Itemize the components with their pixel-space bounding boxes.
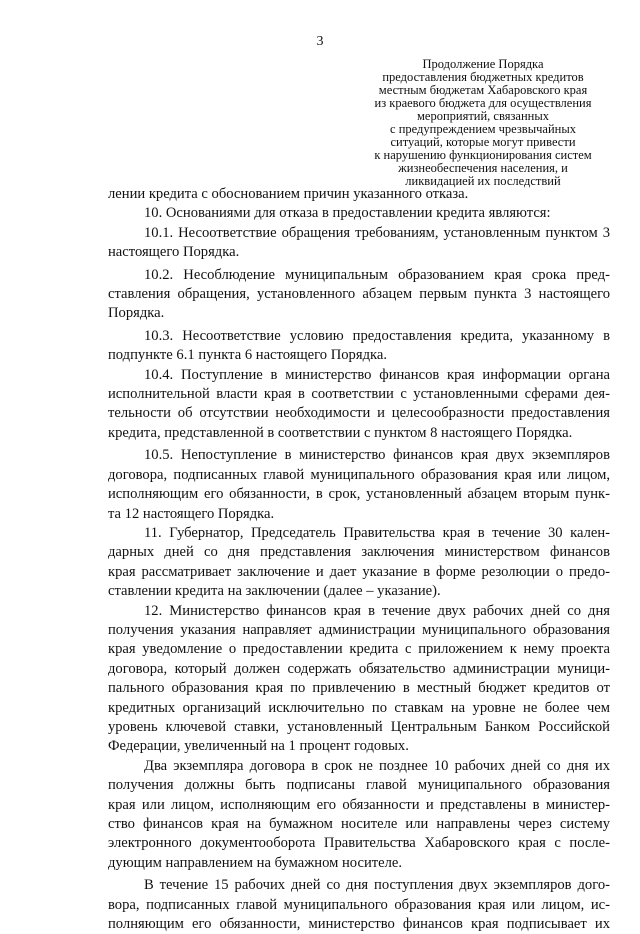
body-line: 10.5. Непоступление в министерство финансов края двух экземпляров bbox=[144, 447, 610, 464]
body-line: получения указания направляет администрации муниципального образования bbox=[108, 621, 610, 638]
body-line: дарных дней со дня представления заключения министерством финансов bbox=[108, 544, 610, 561]
body-line: ставлении кредита на заключении (далее – указание). bbox=[108, 583, 441, 600]
body-line: 10.4. Поступление в министерство финансов края информации органа bbox=[144, 366, 610, 383]
body-line: ство финансов края на бумажном носителе или направлены через систему bbox=[108, 816, 610, 832]
body-line: электронного документооборота Правительства Хабаровского края с после- bbox=[108, 835, 610, 852]
body-line: исполнительной власти края в соответствии с установленными сферами дея- bbox=[108, 386, 610, 403]
header-line: жизнеобеспечения населения, и bbox=[398, 161, 568, 175]
body-line: настоящего Порядка. bbox=[108, 244, 240, 261]
body-line: договора, который должен содержать обязательство администрации муници- bbox=[108, 660, 610, 677]
header-line: ликвидацией их последствий bbox=[405, 174, 561, 188]
body-line: исполняющим его обязанности, в срок, установленный абзацем вторым пунк- bbox=[108, 486, 610, 503]
header-line: предоставления бюджетных кредитов bbox=[382, 70, 584, 84]
body-line: дующим направлением на бумажном носителе. bbox=[108, 854, 403, 871]
body-line: Два экземпляра договора в срок не позднее 10 рабочих дней со дня их bbox=[144, 757, 610, 774]
header-line: Продолжение Порядка bbox=[422, 57, 544, 71]
body-line: полняющим его обязанности, министерство финансов края подписывает их bbox=[108, 916, 610, 933]
body-line: получения должны быть подписаны главой муниципального образования bbox=[108, 777, 610, 794]
body-line: Федерации, увеличенный на 1 процент годовых. bbox=[108, 738, 409, 755]
header-line: из краевого бюджета для осуществления bbox=[374, 96, 592, 110]
body-line: подпункте 6.1 пункта 6 настоящего Порядка. bbox=[108, 347, 387, 364]
body-line: лении кредита с обоснованием причин указанного отказа. bbox=[108, 186, 469, 202]
body-line: уровень ключевой ставки, установленный Центральным Банком Российской bbox=[108, 718, 610, 735]
body-line: 10.3. Несоответствие условию предоставления кредита, указанному в bbox=[144, 327, 610, 344]
body-line: кредитных организаций исключительно по ставкам на уровне не более чем bbox=[108, 699, 610, 716]
body-line: 10.1. Несоответствие обращения требованиям, установленным пунктом 3 bbox=[144, 224, 610, 241]
body-line: та 12 настоящего Порядка. bbox=[108, 505, 275, 522]
body-line: Порядка. bbox=[108, 305, 165, 322]
body-line: края рассматривает заключение и дает указание в форме резолюции о предо- bbox=[108, 563, 610, 580]
header-line: мероприятий, связанных bbox=[417, 109, 549, 123]
document-body bbox=[108, 185, 610, 934]
body-line: 10. Основаниями для отказа в предоставлении кредита являются: bbox=[144, 205, 551, 222]
header-line: с предупреждением чрезвычайных bbox=[390, 122, 576, 136]
header-line: местным бюджетам Хабаровского края bbox=[378, 83, 588, 97]
body-line: кредита, представленной в соответствии с пунктом 8 настоящего Порядка. bbox=[108, 424, 573, 441]
body-line: 12. Министерство финансов края в течение двух рабочих дней со дня bbox=[144, 602, 610, 619]
body-line: тельности об отсутствии необходимости и целесообразности предоставления bbox=[108, 405, 610, 422]
body-line: 11. Губернатор, Председатель Правительства края в течение 30 кален- bbox=[144, 524, 610, 541]
body-line: В течение 15 рабочих дней со дня поступления двух экземпляров дого- bbox=[144, 877, 610, 894]
running-header bbox=[368, 58, 598, 188]
body-line: ставления обращения, установленного абзацем первым пункта 3 настоящего bbox=[108, 286, 610, 303]
body-line: вора, подписанных главой муниципального образования края или лицом, ис- bbox=[108, 896, 610, 913]
header-line: ситуаций, которые могут привести bbox=[390, 135, 576, 149]
body-line: 10.2. Несоблюдение муниципальным образованием края срока пред- bbox=[144, 266, 610, 283]
body-line: пального образования края по привлечению в местный бюджет кредитов от bbox=[108, 680, 610, 697]
body-line: договора, подписанных главой муниципального образования края или лицом, bbox=[108, 466, 610, 483]
header-line: к нарушению функционирования систем bbox=[374, 148, 592, 162]
body-line: края уведомление о предоставлении кредита с приложением к нему проекта bbox=[108, 641, 610, 658]
page-number: 3 bbox=[316, 34, 324, 49]
body-line: края или лицом, исполняющим его обязанности и представлены в министер- bbox=[108, 796, 610, 813]
